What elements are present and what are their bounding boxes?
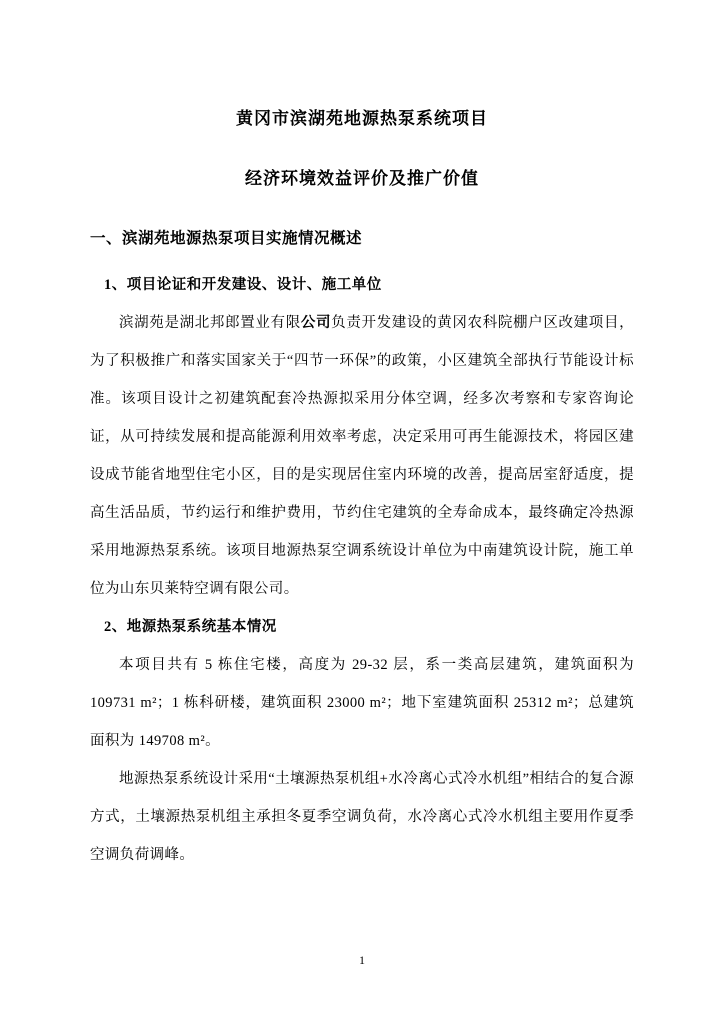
subsection-heading-system-basics: 2、地源热泵系统基本情况 (104, 619, 277, 635)
paragraph-project-intro (90, 304, 634, 608)
paragraph-text-after-bold: 负责开发建设的黄冈农科院棚户区改建项目，为了积极推广和落实国家关于“四节一环保”的政策，小区建筑全部执行节能设计标准。该项目设计之初建筑配套冷热源拟采用分体空调，经多次考察和专家咨询论证，从可持续发展和提高能源利用效率考虑，决定采用可再生能源技术，将园区建设成节能省地型住宅小区，目的是实现居住室内环境的改善，提高居室舒适度，提高生活品质，节约运行和维护费用，节约住宅建筑的全寿命成本，最终确定冷热源采用地源热泵系统。该项目地源热泵空调系统设计单位为中南建筑设计院，施工单位为山东贝莱特空调有限公司。 (90, 315, 634, 597)
document-title-line2: 经济环境效益评价及推广价值 (245, 169, 479, 188)
page-number: 1 (359, 953, 365, 967)
section-heading-overview: 一、滨湖苑地源热泵项目实施情况概述 (90, 230, 363, 247)
subsection-heading-project-justification: 1、项目论证和开发建设、设计、施工单位 (104, 277, 382, 293)
paragraph-bold-text: 公司 (300, 315, 332, 331)
paragraph-text-before-bold: 滨湖苑是湖北邦郎置业有限 (119, 315, 301, 331)
document-title-line1: 黄冈市滨湖苑地源热泵系统项目 (236, 109, 488, 128)
paragraph-building-areas: 本项目共有 5 栋住宅楼，高度为 29-32 层，系一类高层建筑，建筑面积为 109731 m²；1 栋科研楼，建筑面积 23000 m²；地下室建筑面积 25312 m²；总建筑面积为 149708 m²。 (90, 657, 634, 749)
paragraph-system-design: 地源热泵系统设计采用“土壤源热泵机组+水冷离心式冷水机组”相结合的复合源方式，土壤源热泵机组主承担冬夏季空调负荷，水冷离心式冷水机组主要用作夏季空调负荷调峰。 (90, 771, 634, 863)
